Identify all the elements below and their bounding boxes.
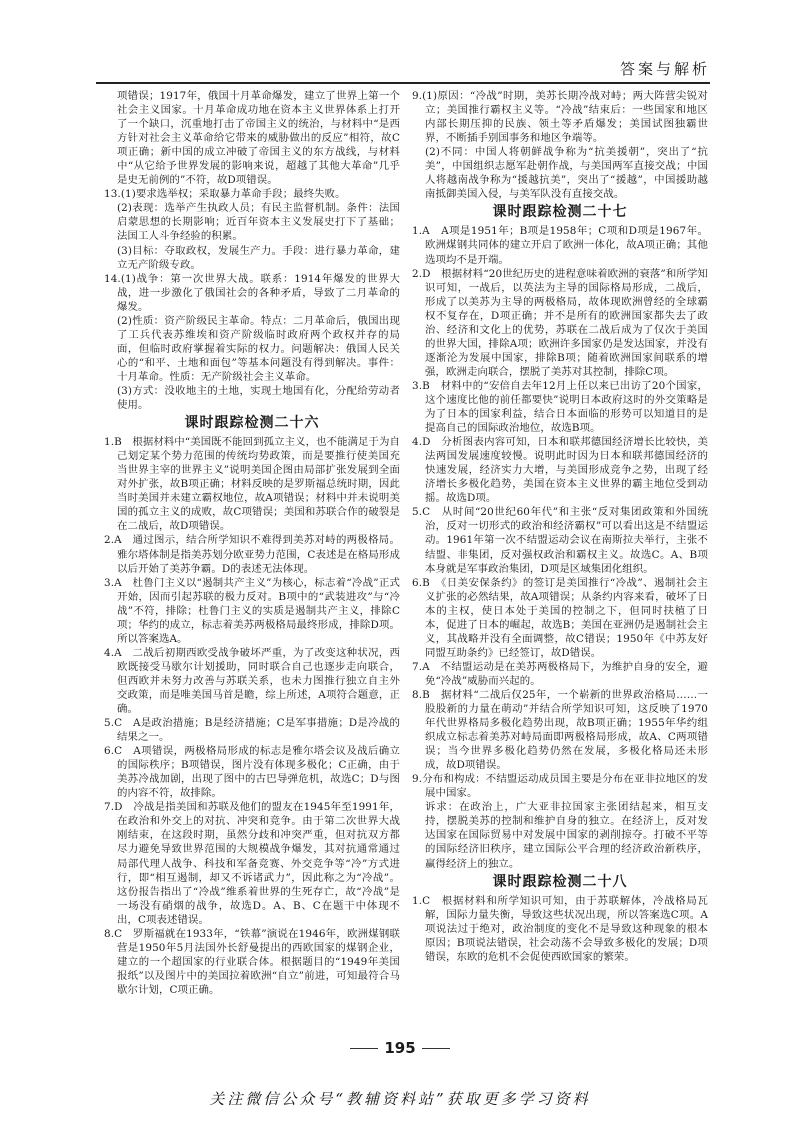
dash-right — [422, 1048, 450, 1049]
answer-26-9-2: (2)不同：中国人将朝鲜战争称为“抗美援朝”，突出了“抗美”，中国组织志愿军赴朝作战，与美国两军直接交战；中国人将越南战争称为“援越抗美”，突出了“援越”，中国援助越南抵御美国入侵，与美军队没有直接交战。 — [425, 146, 708, 201]
section-heading-27: 课时跟踪检测二十七 — [492, 204, 628, 221]
answer-27-8: 8.B 据材料“二战后仅25年，一个崭新的世界政治格局……一股股新的力量在萌动”并结合所学知识可知，这反映了1970年代世界格局多极化趋势出现，故B项正确；1955年华约组织成立标志着美苏对峙局面即两极格局形成，故A、C两项错误；当今世界多极化趋势仍然在发展，多极化格局还未形成，故D项错误。 — [412, 688, 708, 772]
page-number: 195 — [384, 1039, 416, 1057]
footer-watermark: 关注微信公众号“教辅资料站”获取更多学习资料 — [209, 1090, 591, 1108]
right-column — [412, 89, 708, 964]
section-heading-28: 课时跟踪检测二十八 — [492, 873, 628, 890]
answer-27-9-2: 诉求：在政治上，广大亚非拉国家主张团结起来，相互支持，摆脱美苏的控制和维护自身的独立。在经济上，反对发达国家在国际贸易中对发展中国家的剥削掠夺。打破不平等的国际经济旧秩序，建立国际公平合理的经济政治新秩序，赢得经济上的独立。 — [425, 801, 708, 870]
answer-26-3: 3.A 杜鲁门主义以“遏制共产主义”为核心，标志着“冷战”正式开始，因而引起苏联的极力反对。B项中的“武装进攻”与“冷战”不符，排除；杜鲁门主义的实质是遏制共产主义，排除C项；华约的成立，标志着美苏两极格局最终形成，排除D项。所以答案选A。 — [104, 576, 400, 645]
answer-27-2: 2.D 根据材料“20世纪历史的进程意味着欧洲的衰落”和所学知识可知，一战后，以英法为主导的国际格局形成，二战后，形成了以美苏为主导的两极格局，故体现欧洲曾经的全球霸权不复存在，D项正确；并不是所有的欧洲国家都失去了政治、经济和文化上的优势，苏联在二战后成为了仅次于美国的世界大国，排除A项；欧洲许多国家仍是发达国家，并没有逐渐沦为发展中国家，排除B项；随着欧洲国家间联系的增强，欧洲走向联合，摆脱了美苏对其控制，排除C项。 — [412, 267, 708, 378]
answer-27-3: 3.B 材料中的“安倍自去年12月上任以来已出访了20个国家，这个速度比他的前任都要快”说明日本政府这时的外交策略是为了日本的国家利益，结合日本面临的形势可以知道目的是提高自己的国际政治地位，故选B项。 — [412, 379, 708, 435]
answer-26-2: 2.A 通过图示，结合所学知识不难得到美苏对峙的两极格局。雅尔塔体制是指美苏划分欧亚势力范围，C表述是在格局形成以后开始了美苏争霸。D的表述无法体现。 — [104, 534, 400, 575]
answer-14-1: 14.(1)战争：第一次世界大战。联系：1914年爆发的世界大战，进一步激化了俄国社会的各种矛盾，导致了二月革命的爆发。 — [104, 272, 400, 313]
answer-26-1: 1.B 根据材料中“美国既不能回到孤立主义，也不能满足于为自己划定某个势力范围的传统均势政策，而是要推行使美国充当世界主宰的世界主义”说明美国企图由局部扩张发展到全面对外扩张，故B项正确；材料反映的是罗斯福总统时期，因此当时美国并未建立霸权地位，故A项错误；材料中并未说明美国的孤立主义的成败，故C项错误；美国和苏联合作的破裂是在二战后，故D项错误。 — [104, 436, 401, 533]
answer-13-1: 13.(1)要求选举权；采取暴力革命手段；最终失败。 — [104, 188, 346, 201]
answer-26-5: 5.C A是政治措施；B是经济措施；C是军事措施；D是冷战的结果之一。 — [104, 717, 400, 744]
left-column — [104, 89, 400, 997]
answer-26-9-1: 9.(1)原因：“冷战”时期，美苏长期冷战对峙；两大阵营尖锐对立；美国推行霸权主义等。“冷战”结束后：一些国家和地区内部长期压抑的民族、领土等矛盾爆发；美国试图独霸世界，不断插手别国事务和地区争端等。 — [412, 90, 708, 145]
answer-14-3: (3)方式：没收地主的土地，实现土地国有化，分配给劳动者使用。 — [117, 384, 400, 412]
answer-27-1: 1.A A项是1951年；B项是1958年；C项和D项是1967年。欧洲煤钢共同体的建立开启了欧洲一体化，故A项正确；其他选项均不是开端。 — [412, 225, 708, 266]
answer-paragraph: 项错误；1917年，俄国十月革命爆发，建立了世界上第一个社会主义国家。十月革命成功地在资本主义世界体系上打开了一个缺口，沉重地打击了帝国主义的统治，与材料中“是西方针对社会主义革命给它带来的威胁做出的反应”相符，故C项正确；新中国的成立冲破了帝国主义的东方战线，与材料中“从它给予世界发展的影响来说，超越了其他大革命”几乎是史无前例的”不符，故D项错误。 — [117, 90, 400, 187]
answer-26-8: 8.C 罗斯福就在1933年，“铁幕”演说在1946年，欧洲煤钢联营是1950年5月法国外长舒曼提出的西欧国家的煤钢企业，建立的一个超国家的行业联合体。根据题目的“1949年美国报纸”以及图片中的美国拉着欧洲“自立”前进，可知最符合马歇尔计划，C项正确。 — [104, 927, 400, 996]
dash-left — [350, 1048, 378, 1049]
answer-13-3: (3)目标：夺取政权，发展生产力。手段：进行暴力革命，建立无产阶级专政。 — [117, 244, 400, 271]
answer-13-2: (2)表现：选举产生执政人员；有民主监督机制。条件：法国启蒙思想的长期影响；近百年资本主义发展史打下了基础；法国工人斗争经验的积累。 — [117, 202, 400, 243]
answer-27-4: 4.D 分析图表内容可知，日本和联邦德国经济增长比较快，美法两国发展速度较慢。说明此时因为日本和联邦德国经济的快速发展，经济实力大增，与美国形成竞争之势，出现了经济增长多极化趋势，美国在资本主义世界的霸主地位受到动摇。故选D项。 — [412, 436, 708, 505]
answer-26-4: 4.A 二战后初期西欧受战争破坏严重，为了改变这种状况，西欧既接受马歇尔计划援助，同时联合自己也逐步走向联合，但西欧并未努力改善与苏联关系，也未力图推行独立自主外交政策，而是唯美国马首是瞻，综上所述，A项符合题意，正确。 — [104, 646, 400, 716]
page-header — [0, 0, 800, 84]
answer-27-5: 5.C 从时间“20世纪60年代”和主张“反对集团政策和外国统治，反对一切形式的政治和经济霸权”可以看出这是不结盟运动。1961年第一次不结盟运动会议在南斯拉夫举行，主张不结盟、非集团，反对强权政治和霸权主义。故选C。A、B项本身就是军事政治集团，D项是区域集团化组织。 — [412, 506, 708, 575]
header-rule — [96, 82, 710, 84]
answer-28-1: 1.C 根据材料和所学知识可知，由于苏联解体，冷战格局瓦解，国际力量失衡，导致这些状况出现，所以答案选C项。A项说法过于绝对，政治制度的变化不是导致这种现象的根本原因；B项说法错误，社会动荡不会导致多极化的发展；D项错误，东欧的危机不会促使西欧国家的繁荣。 — [412, 894, 708, 963]
answer-26-6: 6.C A项错误，两极格局形成的标志是雅尔塔会议及战后确立的国际秩序；B项错误，图片没有体现多极化；C正确，由于美苏冷战加剧，出现了图中的古巴导弹危机，故选C；D与图的内容不符，故排除。 — [104, 745, 400, 800]
answer-26-7: 7.D 冷战是指美国和苏联及他们的盟友在1945年至1991年，在政治和外交上的对抗、冲突和竞争。由于第二次世界大战刚结束，在这段时期，虽然分歧和冲突严重，但对抗双方都尽力避免导致世界范围的大规模战争爆发，其对抗通常通过局部代理人战争、科技和军备竞赛、外交竞争等“冷”方式进行，即“相互遏制，却又不诉诸武力”，因此称之为“冷战”。这份报告指出了“冷战”维系着世界的生死存亡，故“冷战”是一场没有硝烟的战争，故选D。A、B、C在题干中体现不出，C项表述错误。 — [104, 801, 400, 926]
page-number-row — [0, 1039, 800, 1057]
answer-27-6: 6.B 《日美安保条约》的签订是美国推行“冷战”、遏制社会主义扩张的必然结果，故A项错误；从条约内容来看，破坏了日本的主权，使日本处于美国的控制之下，但同时扶植了日本，促进了日本的崛起，故选B；美国在亚洲仍是遏制社会主义，其战略并没有全面调整，故C错误；1950年《中苏友好同盟互助条约》已经签订，故D错误。 — [412, 576, 708, 659]
header-title: 答案与解析 — [619, 60, 710, 78]
answer-14-2: (2)性质：资产阶级民主革命。特点：二月革命后，俄国出现了工兵代表苏维埃和资产阶级临时政府两个政权并存的局面，但临时政府掌握着实际的权力。问题解决：俄国人民关心的“和平、土地和面包”等基本问题没有得到解决。事件：十月革命。性质：无产阶级社会主义革命。 — [117, 314, 400, 383]
section-heading-26: 课时跟踪检测二十六 — [184, 415, 320, 432]
answer-27-9-1: 9.分布和构成：不结盟运动成员国主要是分布在亚非拉地区的发展中国家。 — [412, 773, 708, 800]
answer-27-7: 7.A 不结盟运动是在美苏两极格局下，为维护自身的安全，避免“冷战”威胁而兴起的。 — [412, 660, 708, 687]
